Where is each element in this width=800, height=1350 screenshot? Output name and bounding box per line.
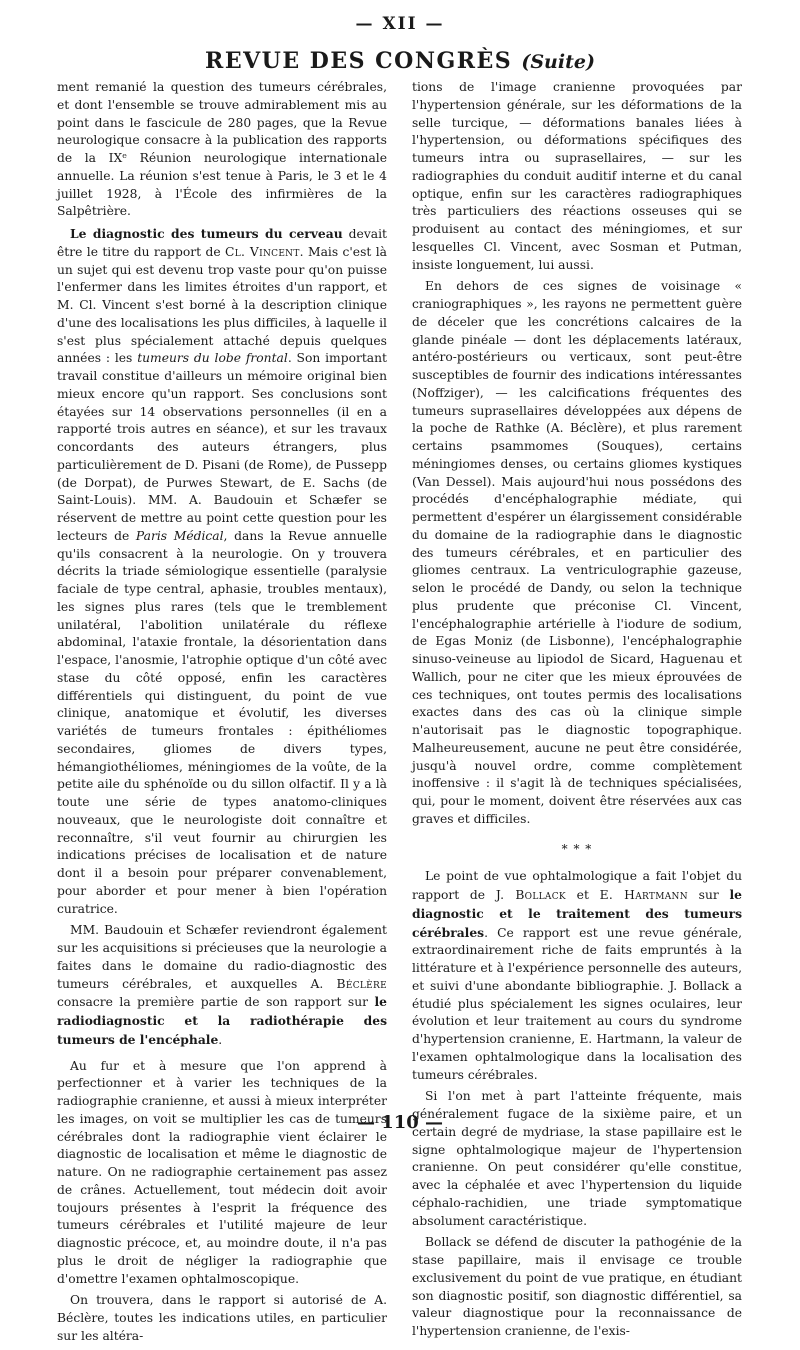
author-name: E. Hartmann xyxy=(599,888,688,902)
text-run: Le point de vue ophtalmologique a fait l'objet du rapport de xyxy=(412,869,742,902)
paragraph: ment remanié la question des tumeurs cérébrales, et dont l'ensemble se trouve admirablement mis au point dans le fascicule de 280 pages, que la Revue neurologique consacre à la publication des rapports de la IXᵉ Réunion neurologique internationale annuelle. La réunion s'est tenue à Paris, le 3 et le 4 juillet 1928, à l'École des infirmières de la Salpêtrière. xyxy=(57,80,387,219)
journal-name: Paris Médical xyxy=(135,528,224,543)
text-run: . xyxy=(218,1032,223,1047)
journal-section-title xyxy=(0,48,800,74)
author-name: Béclère xyxy=(336,976,387,991)
bold-heading: Le diagnostic des tumeurs du cerveau xyxy=(70,226,343,241)
bold-heading: le radiodiagnostic et la radiothérapie des tumeurs de l'encéphale xyxy=(57,994,387,1047)
page-folio-number: — 110 — xyxy=(356,1112,444,1133)
paragraph: En dehors de ces signes de voisinage « craniographiques », les rayons ne permettent guère de déceler que les concrétions calcaires de la glande pinéale — dont les déplacements latéraux, antéro-postérieurs ou verticaux, sont peut-être susceptibles de fournir des indications intéressantes (Noffziger), — les calcifications fréquentes des tumeurs suprasellaires développées aux dépens de la poche de Rathke (A. Béclère), et plus rarement certains psammomes (Souques), certains méningiomes denses, ou certains gliomes kystiques (Van Dessel). Mais aujourd'hui nous possédons des procédés d'encéphalographie médiate, qui permettent d'espérer un élargissement considérable du domaine de la radiographie dans le diagnostic des tumeurs cérébrales, et en particulier des gliomes centraux. La ventriculographie gazeuse, selon le procédé de Dandy, ou selon la technique plus prudente que préconise Cl. Vincent, l'encéphalographie artérielle à l'iodure de sodium, de Egas Moniz (de Lisbonne), l'encéphalographie sinuso-veineuse au lipiodol de Sicard, Haguenau et Wallich, pour ne citer que les mieux éprouvées de ces techniques, ont toutes permis des localisations exactes dans des cas où la clinique simple n'autorisait pas le diagnostic topographique. Malheureusement, aucune ne peut être considérée, jusqu'à nouvel ordre, comme complètement inoffensive : il s'agit là de techniques spécialisées, qui, pour le moment, doivent être réservées aux cas graves et difficiles. xyxy=(412,279,742,826)
text-run: . Mais c'est là un sujet qui est devenu trop vaste pour qu'on puisse l'enfermer dans les limites étroites d'un rapport, et M. Cl. Vincent s'est borné à la description clinique d'une des localisations les plus difficiles, à laquelle il s'est plus spécialement attaché depuis quelques années : les xyxy=(57,244,387,366)
text-run: MM. Baudouin et Schæfer reviendront également sur les acquisitions si précieuses que la neurologie a faites dans le domaine du radio-diagnostic des tumeurs cérébrales, et auxquelles A. xyxy=(57,923,387,991)
left-column xyxy=(57,79,387,1350)
right-column xyxy=(412,79,742,1345)
paragraph: Si l'on met à part l'atteinte fréquente, mais généralement fugace de la sixième paire, et un certain degré de mydriase, la stase papillaire est le signe ophtalmologique majeur de l'hypertension cranienne. On peut considérer qu'elle constitue, avec la céphalée et avec l'hypertension du liquide céphalo-rachidien, une triade symptomatique absolument caractéristique. xyxy=(412,1089,742,1228)
text-run: . Ce rapport est une revue générale, extraordinairement riche de faits empruntés à la littérature et à l'expérience personnelle des auteurs, et suivi d'une abondante bibliographie. J. Bollack a étudié plus spécialement les signes oculaires, leur évolution et leur traitement au cours du syndrome d'hypertension cranienne, E. Hartmann, la valeur de l'examen ophtalmologique dans la localisation des tumeurs cérébrales. xyxy=(412,925,742,1082)
paragraph xyxy=(57,922,387,1049)
roman-page-number: — XII — xyxy=(355,14,445,34)
text-run: devait être le titre du rapport de xyxy=(57,227,387,259)
text-run: sur xyxy=(687,888,730,902)
text-run: , dans la Revue annuelle qu'ils consacrent à la neurologie. On y trouvera décrits la triade sémiologique essentielle (paralysie faciale de type central, aphasie, troubles mentaux), les signes plus rares (tels que le tremblement unilatéral, l'abolition unilatérale du réflexe abdominal, l'ataxie frontale, la désorientation dans l'espace, l'anosmie, l'atrophie optique d'un côté avec stase du côté opposé, enfin les caractères différentiels qui distinguent, du point de vue clinique, anatomique et évolutif, les diverses variétés de tumeurs frontales : épithéliomes secondaires, gliomes de divers types, hémangiothéliomes, méningiomes de la voûte, de la petite aile du sphénoïde ou du sillon olfactif. Il y a là toute une série de types anatomo-cliniques nouveaux, que le neurologiste doit connaître et reconnaître, s'il veut fournir au chirurgien les indications précises de localisation et de nature dont il a besoin pour préparer convenablement, pour aborder et pour mener à bien l'opération curatrice. xyxy=(57,528,387,916)
author-name: J. Bollack xyxy=(495,888,566,902)
text-run: et xyxy=(565,888,600,902)
text-run: consacre la première partie de son rapport sur xyxy=(57,995,375,1010)
text-run: . Son important travail constitue d'ailleurs un mémoire original bien mieux encore qu'un rapport. Ses conclusions sont étayées sur 14 observations personnelles (il en a rapporté trois autres en séance), et sur les travaux concordants des auteurs étrangers, plus particulièrement de D. Pisani (de Rome), de Pussepp (de Dorpat), de Purwes Stewart, de E. Sachs (de Saint-Louis). MM. A. Baudouin et Schæfer se réservent de mettre au point cette question pour les lecteurs de xyxy=(57,351,387,543)
section-title-text: REVUE DES CONGRÈS xyxy=(205,48,513,74)
paragraph: On trouvera, dans le rapport si autorisé de A. Béclère, toutes les indications utiles, en particulier sur les altéra- xyxy=(57,1293,387,1343)
paragraph: tions de l'image cranienne provoquées par l'hypertension générale, sur les déformations de la selle turcique, — déformations banales liées à l'hypertension, ou déformations spécifiques des tumeurs intra ou suprasellaires, — sur les radiographies du conduit auditif interne et du canal optique, enfin sur les caractères radiographiques très particuliers des réactions osseuses qui se produisent au contact des méningiomes, et sur lesquelles Cl. Vincent, avec Sosman et Putman, insiste longuement, lui aussi. xyxy=(412,80,742,272)
paragraph xyxy=(412,868,742,1084)
author-name: Cl. Vincent xyxy=(225,244,300,259)
section-title-suite: (Suite) xyxy=(521,51,595,73)
paragraph xyxy=(57,225,387,918)
paragraph: Au fur et à mesure que l'on apprend à perfectionner et à varier les techniques de la radiographie cranienne, et aussi à mieux interpréter les images, on voit se multiplier les cas de tumeurs cérébrales dont la radiographie vient éclairer le diagnostic de localisation et même le diagnostic de nature. On ne radiographie certainement pas assez de crânes. Actuellement, tout médecin doit avoir toujours présentes à l'esprit la fréquence des tumeurs cérébrales et l'utilité majeure de leur diagnostic précoce, et, au moindre doute, il n'a pas plus le droit de négliger la radiographie que d'omettre l'examen ophtalmoscopique. xyxy=(57,1058,387,1286)
italic-term: tumeurs du lobe frontal xyxy=(137,351,288,366)
paragraph: Bollack se défend de discuter la pathogénie de la stase papillaire, mais il envisage ce trouble exclusivement du point de vue pratique, en étudiant son diagnostic positif, son diagnostic différentiel, sa valeur diagnostique pour la reconnaissance de l'hypertension cranienne, de l'exis- xyxy=(412,1235,742,1338)
asterism-divider: * * * xyxy=(561,841,593,856)
bold-heading: le diagnostic et le traitement des tumeurs cérébrales xyxy=(412,887,742,940)
